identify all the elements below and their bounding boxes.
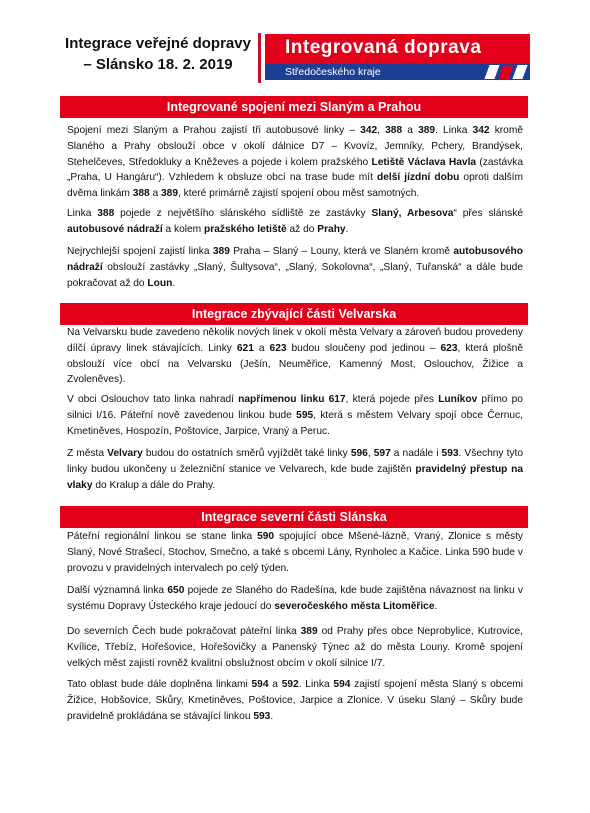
text-run: Linka — [67, 208, 98, 219]
document-title — [60, 33, 256, 75]
text-run: . — [434, 600, 438, 612]
paragraph — [67, 206, 523, 238]
text-run: Tato oblast bude dále doplněna linkami — [67, 679, 252, 690]
bold-text: 595 — [296, 409, 314, 421]
bold-text: severočeského města Litoměřice — [274, 600, 435, 612]
bold-text: 594 — [333, 679, 351, 690]
section-heading-velvarsko: Integrace zbývající části Velvarska — [60, 303, 528, 325]
text-run: a — [253, 342, 270, 354]
text-run: Praha – Slaný – Louny, která ve Slaném kromě — [229, 246, 454, 257]
text-run: od Prahy přes obce Neprobylice, Kutrovice, Kvílice, Třebíz, Hořešovice, Hořešovičky a Panenský Týnec až do města Louny. Kromě spojení velkých měst zajistí rovněž kvalitní obslužnost obcím v okolí silnice I/7. — [67, 626, 523, 669]
title-line-2: – Slánsko 18. 2. 2019 — [83, 56, 233, 73]
paragraph — [67, 583, 523, 615]
text-run: pojede z největšího slánského sídliště ze zastávky — [114, 208, 372, 219]
paragraph — [67, 529, 523, 576]
text-run: (zastávka „Praha, U Hangáru“). Vzhledem k obsluze obcí na trase bude mít — [67, 156, 524, 184]
bold-text: pravidelný přestup na vlaky — [67, 463, 523, 491]
text-run: a — [149, 188, 162, 200]
bold-text: 389 — [161, 188, 179, 200]
bold-text: 389 — [418, 125, 436, 136]
bold-text: 342 — [472, 125, 490, 136]
text-run: do Kralup a dále do Prahy. — [92, 479, 216, 491]
bold-text: Luníkov — [438, 394, 478, 405]
text-run: Nejrychlejší spojení zajistí linka — [67, 246, 213, 257]
bold-text: 596 — [350, 448, 368, 459]
text-run: spojující obce Mšené-lázně, Vraný, Zlonice s městy Slaný, Nové Strašecí, Stochov, Smečno, a také s obcemi Lány, Rynholec a Kačice. Linka 590 bude v provozu v pravidelných intervalech po celý týden. — [67, 531, 523, 574]
bold-text: 623 — [440, 342, 458, 354]
text-run: Další významná linka — [67, 585, 168, 596]
text-run: Spojení mezi Slaným a Prahou zajistí tři autobusové linky – — [67, 125, 361, 136]
paragraph — [67, 677, 523, 724]
paragraph — [67, 446, 523, 493]
bold-text: 593 — [441, 448, 459, 459]
text-run: “ přes slánské — [453, 208, 523, 219]
paragraph — [67, 123, 523, 202]
bold-text: 389 — [212, 246, 230, 257]
text-run: Z města — [67, 448, 108, 459]
document-header — [60, 33, 530, 83]
paragraph — [67, 392, 523, 439]
paragraph — [67, 244, 523, 291]
bold-text: 597 — [373, 448, 391, 459]
text-run: přímo po silnici I/16. Páteřní nově zavedenou linkou bude — [67, 394, 523, 421]
section-heading-severni-slansko: Integrace severní části Slánska — [60, 506, 528, 528]
bold-text: 388 — [132, 188, 150, 200]
bold-text: delší jízdní dobu — [377, 172, 460, 184]
bold-text: 342 — [360, 125, 378, 136]
text-run: a kolem — [162, 223, 205, 235]
bold-text: 388 — [385, 125, 403, 136]
logo-title: Integrovaná doprava — [285, 37, 482, 58]
bold-text: 594 — [251, 679, 269, 690]
text-run: obslouží zastávky „Slaný, Šultysova“, „Slaný, Sokolovna“, „Slaný, Tuřanská“ a dále bude pokračovat až do — [67, 261, 523, 289]
text-run: , která pojede přes — [345, 394, 439, 405]
bold-text: Slaný, Arbesova — [371, 208, 454, 219]
logo-subtitle: Středočeského kraje — [285, 66, 381, 78]
text-run: kromě Slaného a Prahy obslouží obce v okolí dálnice D7 – Kvovíz, Jemníky, Pchery, Brandýsek, Stehelčeves, Středokluky a Kněževes a pojede i kolem pražského — [67, 125, 524, 168]
bold-text: 389 — [300, 626, 318, 637]
bold-text: 388 — [97, 208, 115, 219]
bold-text: autobusového nádraží — [67, 246, 523, 273]
text-run: , které primárně zajistí spojení obou měst samotných. — [178, 188, 420, 200]
text-run: , která plošně obslouží více obcí na Velvarsku (Ješín, Neuměřice, Kamenný Most, Oslouchov, Žižice a Zvoleněves). — [67, 342, 523, 386]
ids-logo — [265, 34, 530, 79]
text-run: Páteřní regionální linkou se stane linka — [67, 531, 258, 542]
text-run: Na Velvarsku bude zavedeno několik nových linek v okolí města Velvary a zároveň budou provedeny dílčí úpravy linek stávajících. Linky — [67, 327, 523, 354]
text-run: pojede ze Slaného do Radešína, kde bude zajištěna návaznost na linku v systému Dopravy Ústeckého kraje jedoucí do — [67, 585, 524, 612]
bold-text: 593 — [253, 710, 271, 722]
text-run: budou do ostatních směrů vyjíždět také linky — [142, 448, 351, 459]
text-run: , — [367, 448, 374, 459]
paragraph — [67, 624, 523, 671]
section-heading-slany-praha: Integrované spojení mezi Slaným a Prahou — [60, 96, 528, 118]
bold-text: Prahy — [317, 223, 346, 235]
bold-text: 592 — [281, 679, 299, 690]
bold-text: 623 — [269, 342, 287, 354]
text-run: a — [402, 125, 419, 136]
text-run: zajistí spojení města Slaný s obcemi Žižice, Hobšovice, Skůry, Kmetiněves, Poštovice, Jarpice a Zlonice. V úseku Slaný – Skůry bude pravidelně prokládána se stávající linkou — [67, 679, 523, 722]
text-run: a — [268, 679, 282, 690]
title-line-1: Integrace veřejné dopravy — [65, 35, 251, 52]
text-run: až do — [286, 223, 318, 235]
bold-text: 590 — [257, 531, 275, 542]
text-run: . — [270, 710, 274, 722]
text-run: . Linka — [298, 679, 334, 690]
bold-text: Velvary — [107, 448, 143, 459]
text-run: a nadále i — [390, 448, 442, 459]
text-run: . — [345, 223, 349, 235]
bold-text: autobusové nádraží — [67, 223, 163, 235]
header-divider — [258, 33, 261, 83]
paragraph — [67, 325, 523, 388]
text-run: oproti dalším dvěma linkám — [67, 172, 523, 200]
text-run: V obci Oslouchov tato linka nahradí — [67, 394, 239, 405]
text-run: , která s městem Velvary spojí obce Černuc, Kmetiněves, Hospozín, Poštovice, Jarpice, Vraný a Peruc. — [67, 409, 523, 437]
text-run: , — [377, 125, 386, 136]
bold-text: 621 — [236, 342, 254, 354]
text-run: . Linka — [435, 125, 473, 136]
text-run: . — [172, 277, 176, 289]
bold-text: Letiště Václava Havla — [371, 156, 477, 168]
bold-text: Loun — [147, 277, 173, 289]
text-run: budou sloučeny pod jedinou – — [286, 342, 441, 354]
bold-text: napřímenou linku 617 — [238, 394, 346, 405]
bold-text: pražského letiště — [204, 223, 287, 235]
text-run: Do severních Čech bude pokračovat páteřní linka — [67, 626, 301, 637]
text-run: . Všechny tyto linky budou ukončeny u železniční stanice ve Velvarech, kde bude zajištěn — [67, 448, 523, 475]
bold-text: 650 — [167, 585, 185, 596]
